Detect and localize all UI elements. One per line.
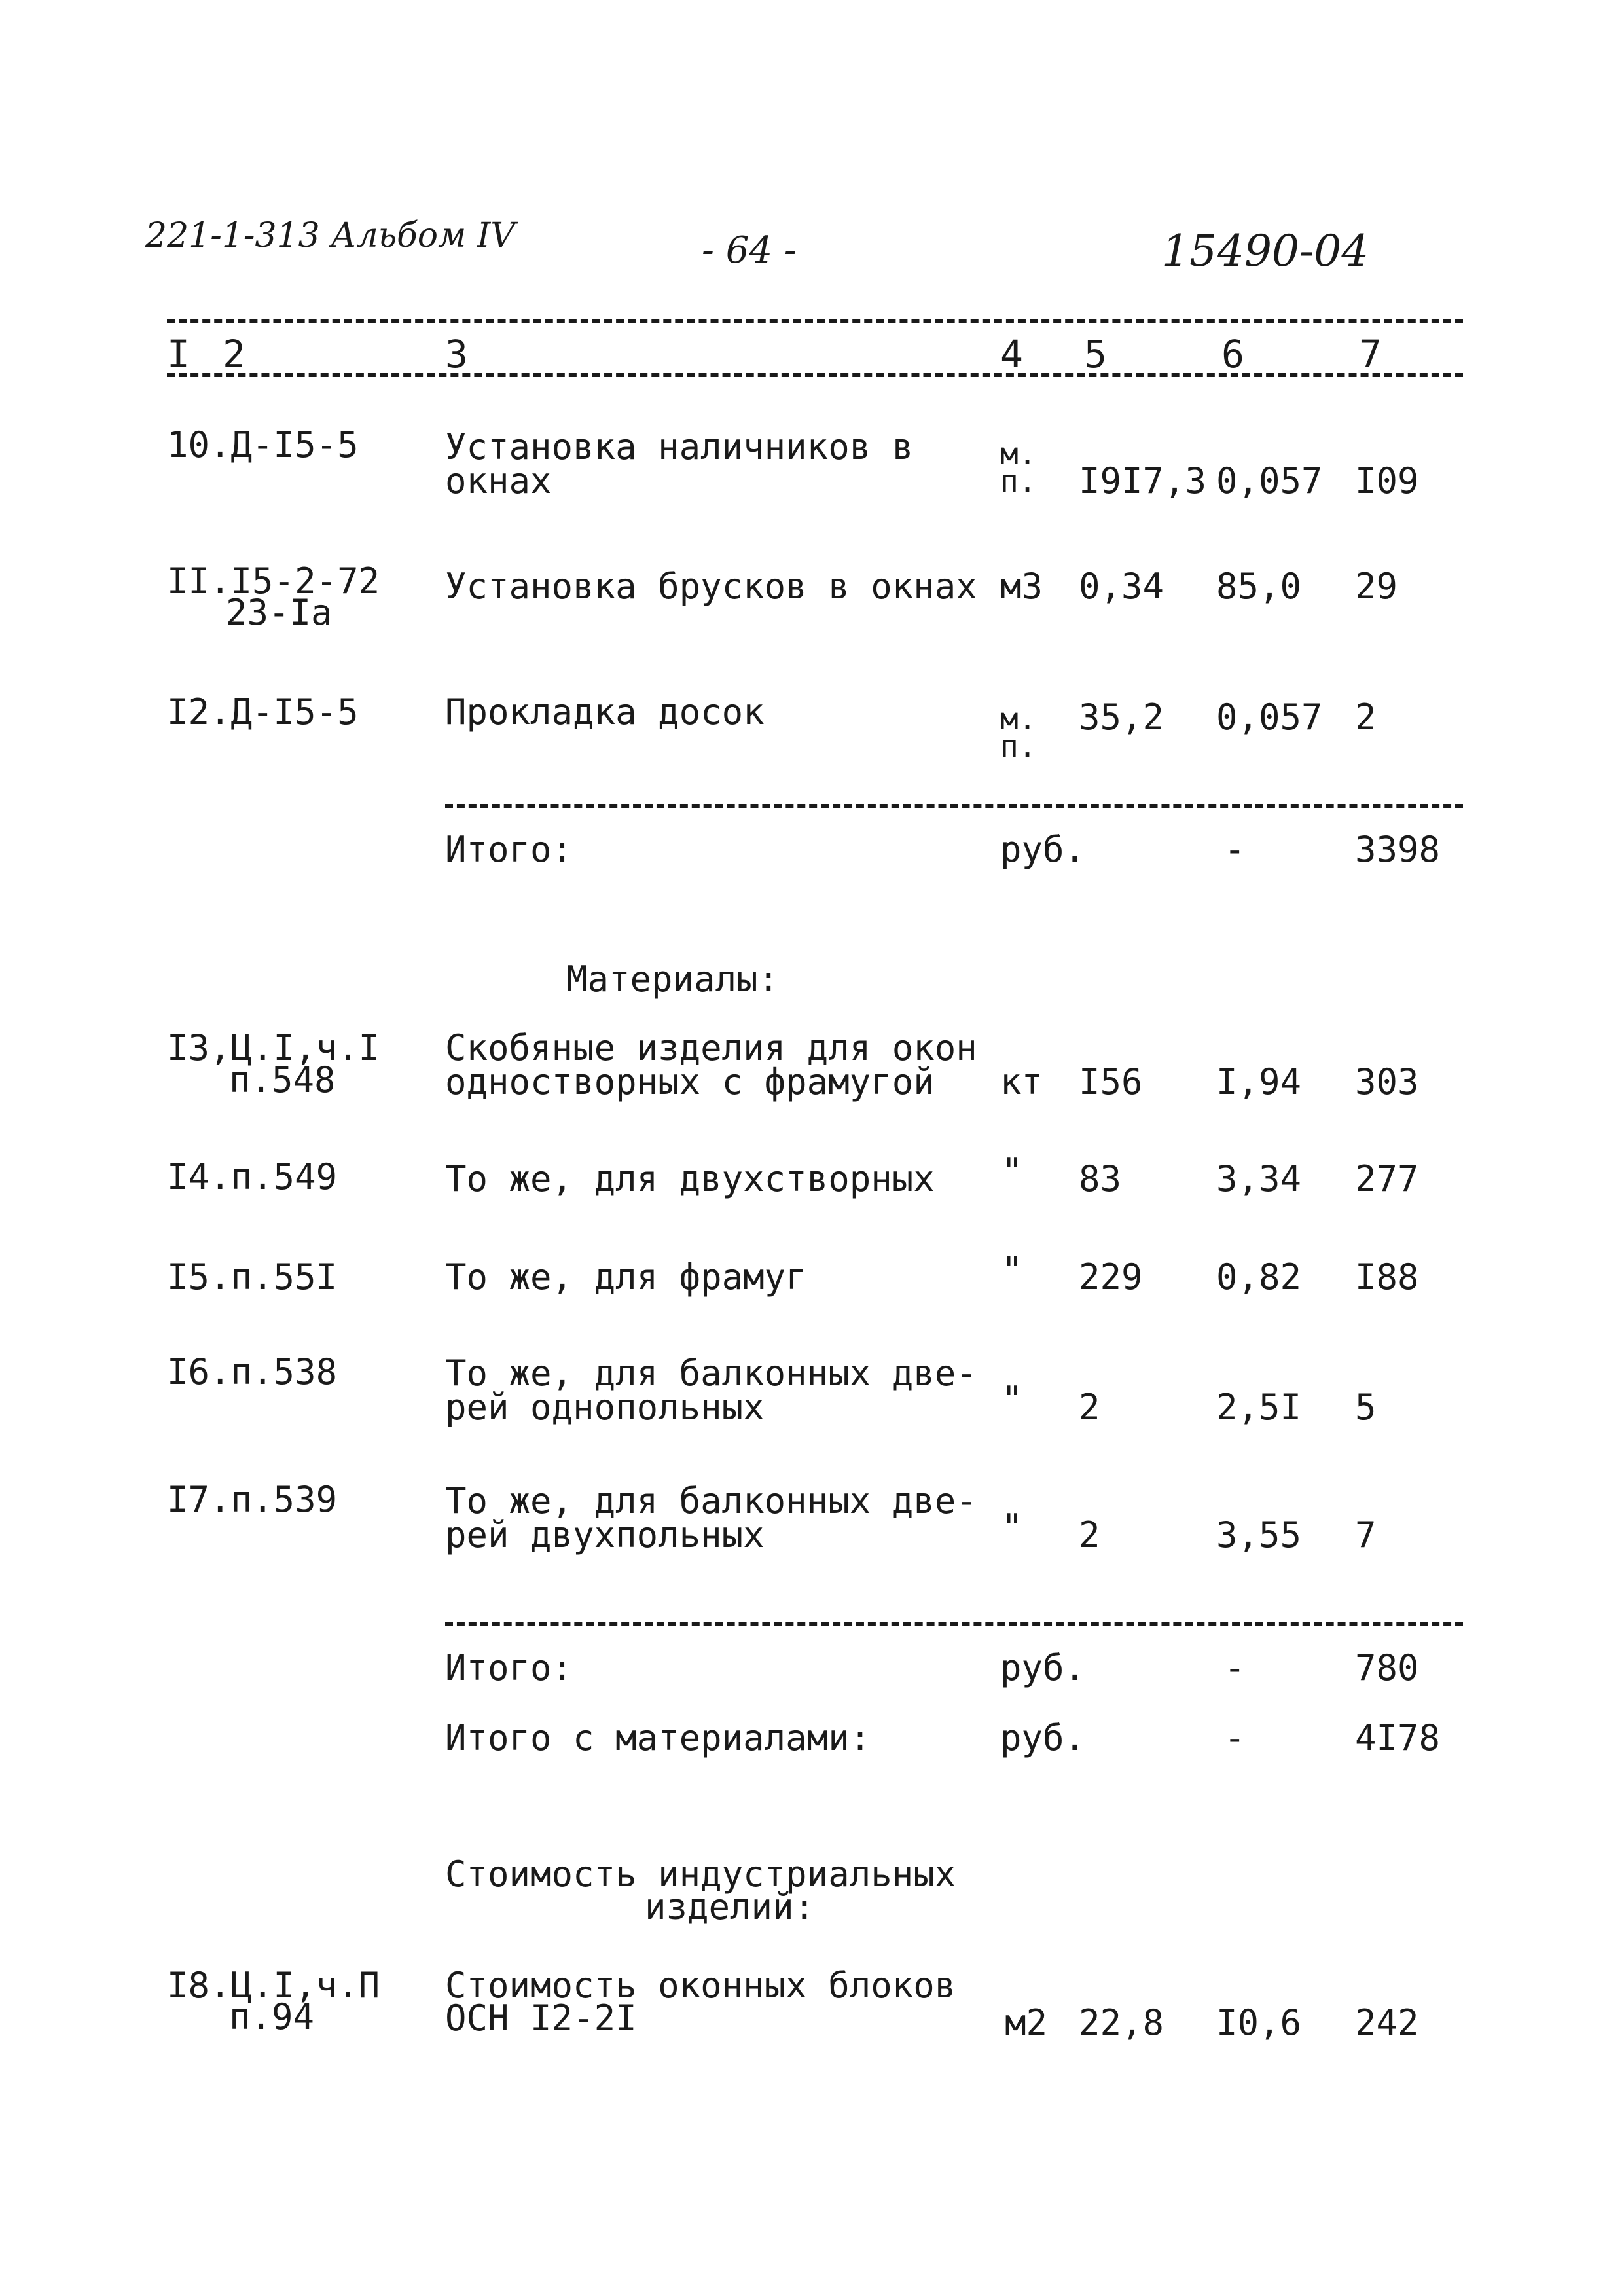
row-17-ref: I7.п.539 — [167, 1479, 338, 1520]
row-15-unit: " — [1001, 1249, 1023, 1290]
subtotal-2-label: Итого: — [445, 1647, 573, 1688]
industrial-heading-line1: Стоимость индустриальных — [445, 1853, 956, 1895]
row-13-ref-line2: п.548 — [229, 1059, 336, 1101]
header-bottom-rule — [167, 373, 1463, 377]
row-11-ref-line2: 23-Iа — [226, 592, 333, 633]
subtotal-2-unit: руб. — [1000, 1647, 1086, 1688]
row-16-unit: " — [1001, 1379, 1023, 1420]
row-13-ref-line1: I3,Ц.I,ч.I — [167, 1027, 380, 1068]
row-18-qty: 22,8 — [1079, 2002, 1164, 2043]
row-15-qty: 229 — [1079, 1256, 1143, 1298]
subtotal-1-label: Итого: — [445, 829, 573, 870]
materials-heading: Материалы: — [566, 958, 780, 1000]
row-18-price: I0,6 — [1216, 2002, 1302, 2043]
row-14-price: 3,34 — [1216, 1158, 1302, 1199]
row-16-price: 2,5I — [1216, 1387, 1302, 1428]
col-3-header: 3 — [445, 332, 468, 376]
col-1-header: I — [167, 332, 190, 376]
row-16-desc-line1: То же, для балконных две- — [445, 1353, 977, 1394]
row-13-price: I,94 — [1216, 1061, 1302, 1102]
row-10-price: 0,057 — [1216, 460, 1323, 501]
row-16-total: 5 — [1355, 1387, 1377, 1428]
row-14-qty: 83 — [1079, 1158, 1122, 1199]
row-10-unit-line1: м. — [1000, 436, 1037, 471]
subtotal-2-total: 780 — [1355, 1647, 1419, 1688]
subtotal-1-rule — [445, 804, 1463, 808]
row-10-desc-line1: Установка наличников в — [445, 426, 914, 467]
row-14-ref: I4.п.549 — [167, 1156, 338, 1197]
row-17-qty: 2 — [1079, 1514, 1100, 1556]
row-11-price: 85,0 — [1216, 566, 1302, 607]
row-11-unit: м3 — [1000, 566, 1043, 607]
row-11-ref-line1: II.I5-2-72 — [167, 560, 380, 602]
row-18-desc-line1: Стоимость оконных блоков — [445, 1965, 956, 2006]
subtotal-1-unit: руб. — [1000, 829, 1086, 870]
row-12-desc: Прокладка досок — [445, 691, 765, 733]
row-15-total: I88 — [1355, 1256, 1419, 1298]
row-18-total: 242 — [1355, 2002, 1419, 2043]
page-number: - 64 - — [702, 229, 797, 272]
row-14-desc: То же, для двухстворных — [445, 1158, 935, 1199]
row-17-total: 7 — [1355, 1514, 1377, 1556]
row-13-qty: I56 — [1079, 1061, 1143, 1102]
row-12-unit-line2: п. — [1000, 729, 1037, 764]
archive-number: 15490-04 — [1162, 226, 1369, 276]
industrial-heading-line2: изделий: — [645, 1886, 816, 1927]
row-13-total: 303 — [1355, 1061, 1419, 1102]
col-7-header: 7 — [1359, 332, 1382, 376]
total-with-materials-unit: руб. — [1000, 1717, 1086, 1758]
row-10-qty: I9I7,3 — [1079, 460, 1207, 501]
row-14-unit: " — [1001, 1151, 1023, 1192]
row-12-ref: I2.Д-I5-5 — [167, 691, 359, 733]
row-17-price: 3,55 — [1216, 1514, 1302, 1556]
row-17-unit: " — [1001, 1506, 1023, 1548]
row-11-desc: Установка брусков в окнах — [445, 566, 977, 607]
row-18-unit: м2 — [1005, 2002, 1048, 2043]
col-5-header: 5 — [1084, 332, 1107, 376]
total-with-materials-label: Итого с материалами: — [445, 1717, 871, 1758]
total-with-materials-price: - — [1224, 1717, 1246, 1758]
row-11-total: 29 — [1355, 566, 1398, 607]
row-18-ref-line1: I8.Ц.I,ч.П — [167, 1965, 380, 2006]
row-13-desc-line2: одностворных с фрамугой — [445, 1061, 935, 1102]
col-2-header: 2 — [223, 332, 245, 376]
header-top-rule — [167, 319, 1463, 323]
row-17-desc-line2: рей двухпольных — [445, 1514, 765, 1556]
row-17-desc-line1: То же, для балконных две- — [445, 1480, 977, 1522]
row-12-unit-line1: м. — [1000, 701, 1037, 737]
row-16-desc-line2: рей однопольных — [445, 1387, 765, 1428]
row-15-desc: То же, для фрамуг — [445, 1256, 807, 1298]
row-10-ref: 10.Д-I5-5 — [167, 424, 359, 465]
row-12-price: 0,057 — [1216, 697, 1323, 738]
subtotal-1-total: 3398 — [1355, 829, 1441, 870]
row-15-price: 0,82 — [1216, 1256, 1302, 1298]
row-16-ref: I6.п.538 — [167, 1351, 338, 1393]
subtotal-1-price: - — [1224, 829, 1246, 870]
doc-code: 221-1-313 Альбом IV — [145, 216, 515, 255]
row-10-desc-line2: окнах — [445, 460, 552, 501]
row-12-qty: 35,2 — [1079, 697, 1164, 738]
col-4-header: 4 — [1000, 332, 1023, 376]
row-10-total: I09 — [1355, 460, 1419, 501]
subtotal-2-price: - — [1224, 1647, 1246, 1688]
row-16-qty: 2 — [1079, 1387, 1100, 1428]
row-12-total: 2 — [1355, 697, 1377, 738]
row-15-ref: I5.п.55I — [167, 1256, 338, 1298]
row-11-qty: 0,34 — [1079, 566, 1164, 607]
row-14-total: 277 — [1355, 1158, 1419, 1199]
row-10-unit-line2: п. — [1000, 464, 1037, 499]
row-18-desc-line2: ОСН I2-2I — [445, 1997, 637, 2039]
col-6-header: 6 — [1221, 332, 1244, 376]
subtotal-2-rule — [445, 1622, 1463, 1626]
row-18-ref-line2: п.94 — [229, 1996, 315, 2037]
row-13-desc-line1: Скобяные изделия для окон — [445, 1027, 977, 1068]
total-with-materials-total: 4I78 — [1355, 1717, 1441, 1758]
row-13-unit: кт — [1000, 1061, 1043, 1102]
